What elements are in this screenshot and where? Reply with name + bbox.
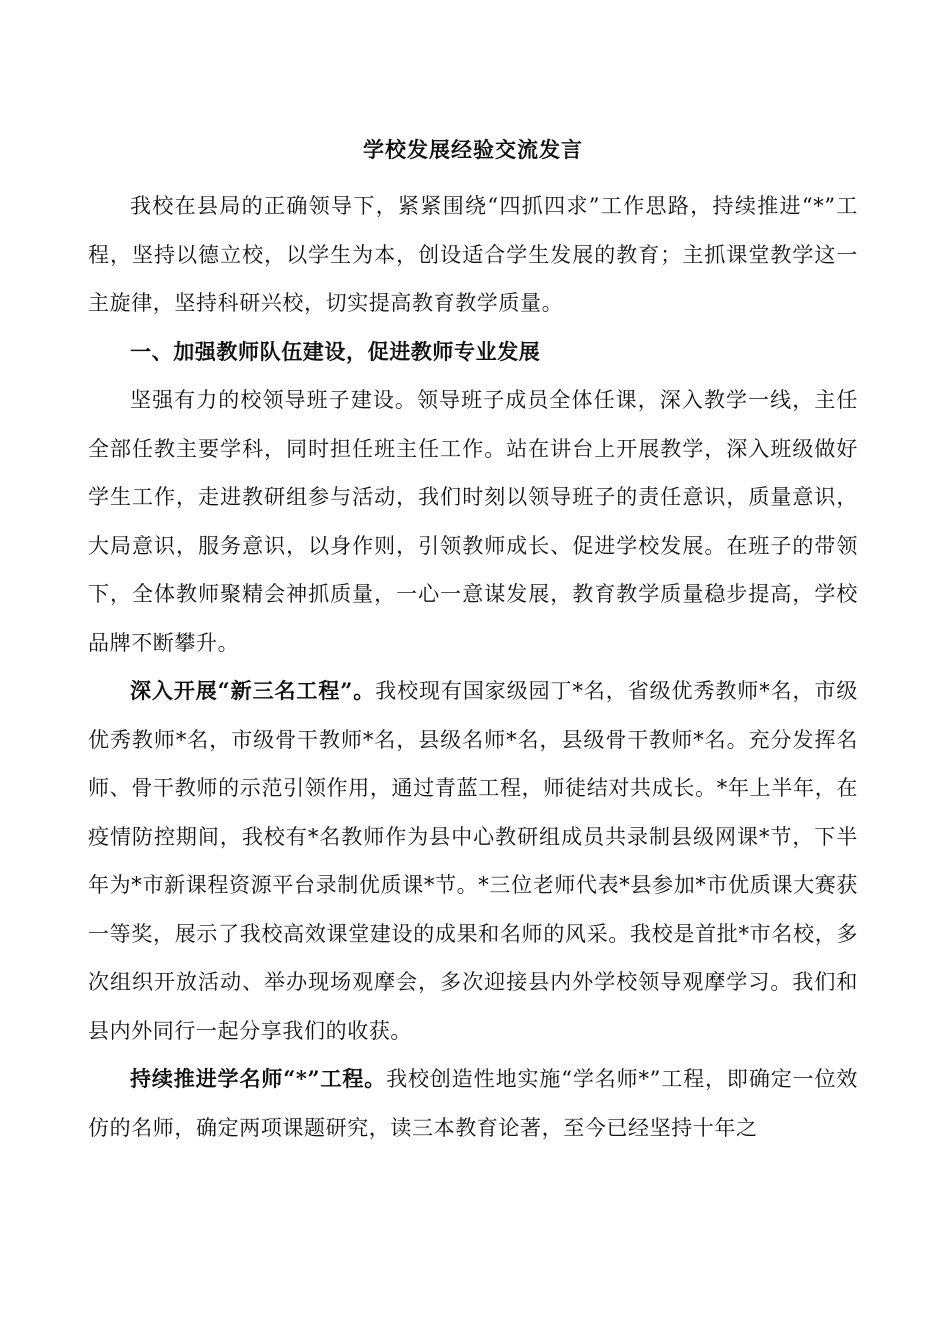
section-heading-1: 一、加强教师队伍建设，促进教师专业发展 — [130, 338, 541, 364]
document-page — [88, 130, 858, 1152]
paragraph-leadership: 坚强有力的校领导班子建设。领导班子成员全体任课，深入教学一线，主任全部任教主要学科，同时担任班主任工作。站在讲台上开展教学，深入班级做好学生工作，走进教研组参与活动，我们时刻以领导班子的责任意识，质量意识，大局意识，服务意识，以身作则，引领教师成长、促进学校发展。在班子的带领下，全体教师聚精会神抓质量，一心一意谋发展，教育教学质量稳步提高，学校品牌不断攀升。 — [88, 388, 858, 655]
paragraph-lead: 深入开展“新三名工程”。 — [130, 678, 376, 703]
intro-paragraph: 我校在县局的正确领导下，紧紧围绕“四抓四求”工作思路，持续推进“*”工程，坚持以德立校，以学生为本，创设适合学生发展的教育；主抓课堂教学这一主旋律，坚持科研兴校，切实提高教育教学质量。 — [88, 194, 858, 315]
paragraph-lead: 持续推进学名师“*”工程。 — [130, 1066, 387, 1091]
paragraph-body: 我校创造性地实施“学名师*”工程，即确定一位效仿的名师，确定两项课题研究，读三本教育论著，至今已经坚持十年之 — [88, 1067, 858, 1140]
paragraph-three-famous — [88, 667, 858, 1055]
document-title: 学校发展经验交流发言 — [363, 137, 583, 162]
paragraph-learn-famous-teacher — [88, 1055, 858, 1152]
paragraph-body: 我校现有国家级园丁*名，省级优秀教师*名，市级优秀教师*名，市级骨干教师*名，县级名师*名，县级骨干教师*名。充分发挥名师、骨干教师的示范引领作用，通过青蓝工程，师徒结对共成长。*年上半年，在疫情防控期间，我校有*名教师作为县中心教研组成员共录制县级网课*节，下半年为*市新课程资源平台录制优质课*节。*三位老师代表*县参加*市优质课大赛获一等奖，展示了我校高效课堂建设的成果和名师的风采。我校是首批*市名校，多次组织开放活动、举办现场观摩会，多次迎接县内外学校领导观摩学习。我们和县内外同行一起分享我们的收获。 — [88, 679, 858, 1043]
